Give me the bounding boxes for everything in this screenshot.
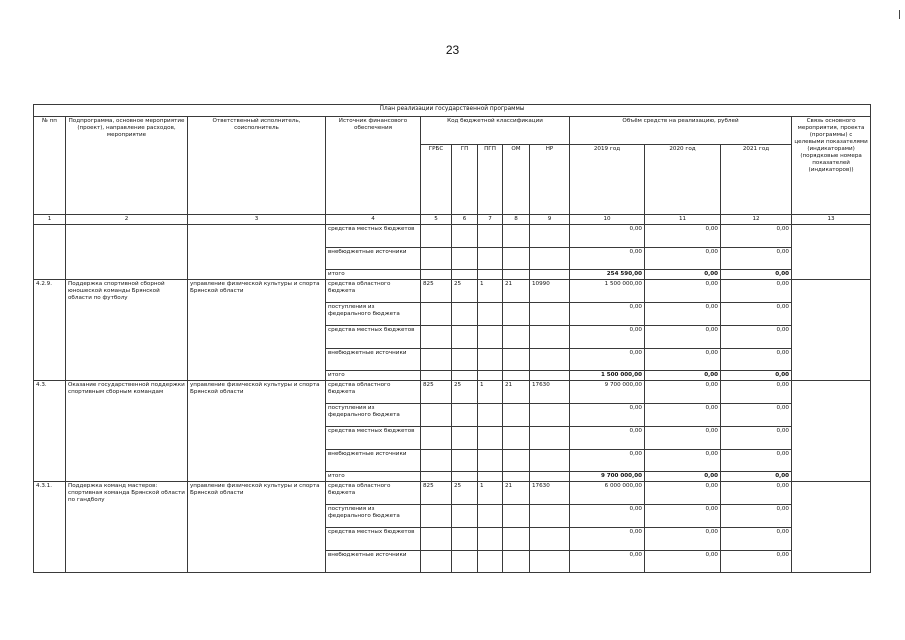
value-2019: 1 500 000,00 [570, 371, 645, 381]
om-cell: 21 [503, 280, 530, 303]
col-num-8: 8 [503, 215, 530, 225]
source-cell-total: итого [326, 270, 421, 280]
source-cell: внебюджетные источники [326, 450, 421, 472]
source-cell: средства областного бюджета [326, 482, 421, 505]
gp-cell: 25 [452, 381, 478, 404]
page-number: 23 [445, 43, 460, 57]
table-row [34, 280, 871, 303]
activity-title: Оказание государственной поддержки спортивным сборным командам [66, 381, 188, 482]
scan-edge-mark [899, 10, 900, 19]
executor-cell: управление физической культуры и спорта Брянской области [188, 482, 326, 573]
value-2020: 0,00 [645, 280, 721, 303]
activity-title: Поддержка спортивной сборной юношеской команды Брянской области по футболу [66, 280, 188, 381]
col-num-12: 12 [721, 215, 792, 225]
value-2020: 0,00 [645, 450, 721, 472]
value-2021: 0,00 [721, 303, 792, 326]
om-cell: 21 [503, 381, 530, 404]
grbs-cell: 825 [421, 381, 452, 404]
table-row [34, 482, 871, 505]
source-cell-total: итого [326, 371, 421, 381]
source-cell: поступления из федерального бюджета [326, 505, 421, 528]
source-cell-total: итого [326, 472, 421, 482]
source-cell: средства местных бюджетов [326, 427, 421, 450]
value-2020: 0,00 [645, 404, 721, 427]
value-2019: 9 700 000,00 [570, 381, 645, 404]
value-2019: 0,00 [570, 248, 645, 270]
gp-cell: 25 [452, 482, 478, 505]
value-2019: 0,00 [570, 551, 645, 573]
value-2019: 0,00 [570, 427, 645, 450]
value-2020: 0,00 [645, 349, 721, 371]
value-2021: 0,00 [721, 371, 792, 381]
value-2019: 0,00 [570, 505, 645, 528]
pgp-cell: 1 [478, 381, 503, 404]
source-cell: средства областного бюджета [326, 381, 421, 404]
plan-table [33, 104, 871, 573]
header-nr: НР [530, 145, 570, 215]
value-2021: 0,00 [721, 349, 792, 371]
col-num-7: 7 [478, 215, 503, 225]
value-2021: 0,00 [721, 427, 792, 450]
source-cell: внебюджетные источники [326, 551, 421, 573]
value-2021: 0,00 [721, 450, 792, 472]
header-executor: Ответственный исполнитель, соисполнитель [188, 117, 326, 215]
pgp-cell: 1 [478, 280, 503, 303]
value-2021: 0,00 [721, 248, 792, 270]
value-2020: 0,00 [645, 381, 721, 404]
col-num-6: 6 [452, 215, 478, 225]
grbs-cell: 825 [421, 482, 452, 505]
value-2019: 9 700 000,00 [570, 472, 645, 482]
nr-cell: 17630 [530, 381, 570, 404]
value-2019: 6 000 000,00 [570, 482, 645, 505]
col-num-10: 10 [570, 215, 645, 225]
value-2019: 0,00 [570, 303, 645, 326]
value-2019: 0,00 [570, 326, 645, 349]
executor-cell: управление физической культуры и спорта Брянской области [188, 280, 326, 381]
value-2020: 0,00 [645, 326, 721, 349]
header-source: Источник финансового обеспечения [326, 117, 421, 215]
value-2021: 0,00 [721, 528, 792, 551]
value-2019: 1 500 000,00 [570, 280, 645, 303]
col-num-13: 13 [792, 215, 871, 225]
header-2019: 2019 год [570, 145, 645, 215]
nr-cell: 17630 [530, 482, 570, 505]
grbs-cell: 825 [421, 280, 452, 303]
col-num-9: 9 [530, 215, 570, 225]
value-2020: 0,00 [645, 472, 721, 482]
header-2021: 2021 год [721, 145, 792, 215]
col-num-1: 1 [34, 215, 66, 225]
value-2019: 0,00 [570, 450, 645, 472]
col-num-5: 5 [421, 215, 452, 225]
col-num-4: 4 [326, 215, 421, 225]
header-volume: Объём средств на реализацию, рублей [570, 117, 792, 145]
value-2019: 254 590,00 [570, 270, 645, 280]
value-2019: 0,00 [570, 404, 645, 427]
value-2020: 0,00 [645, 371, 721, 381]
col-num-3: 3 [188, 215, 326, 225]
value-2019: 0,00 [570, 225, 645, 248]
source-cell: средства местных бюджетов [326, 225, 421, 248]
header-2020: 2020 год [645, 145, 721, 215]
value-2021: 0,00 [721, 326, 792, 349]
value-2021: 0,00 [721, 270, 792, 280]
header-om: ОМ [503, 145, 530, 215]
col-num-11: 11 [645, 215, 721, 225]
value-2020: 0,00 [645, 427, 721, 450]
value-2021: 0,00 [721, 505, 792, 528]
source-cell: внебюджетные источники [326, 248, 421, 270]
header-grbs: ГРБС [421, 145, 452, 215]
table-title: План реализации государственной программы [34, 105, 871, 117]
activity-title: Поддержка команд мастеров: спортивная команда Брянской области по гандболу [66, 482, 188, 573]
value-2021: 0,00 [721, 404, 792, 427]
source-cell: средства местных бюджетов [326, 326, 421, 349]
value-2020: 0,00 [645, 270, 721, 280]
value-2020: 0,00 [645, 505, 721, 528]
value-2020: 0,00 [645, 551, 721, 573]
value-2021: 0,00 [721, 225, 792, 248]
header-pgp: ПГП [478, 145, 503, 215]
gp-cell: 25 [452, 280, 478, 303]
value-2021: 0,00 [721, 482, 792, 505]
source-cell: поступления из федерального бюджета [326, 404, 421, 427]
value-2019: 0,00 [570, 528, 645, 551]
row-number: 4.3.1. [34, 482, 66, 573]
source-cell: средства местных бюджетов [326, 528, 421, 551]
executor-cell: управление физической культуры и спорта Брянской области [188, 381, 326, 482]
col-num-2: 2 [66, 215, 188, 225]
value-2020: 0,00 [645, 248, 721, 270]
header-num: № пп [34, 117, 66, 215]
value-2021: 0,00 [721, 551, 792, 573]
nr-cell: 10990 [530, 280, 570, 303]
value-2021: 0,00 [721, 381, 792, 404]
value-2021: 0,00 [721, 280, 792, 303]
table-row [34, 381, 871, 404]
table-row [34, 225, 871, 248]
source-cell: поступления из федерального бюджета [326, 303, 421, 326]
row-number: 4.3. [34, 381, 66, 482]
source-cell: средства областного бюджета [326, 280, 421, 303]
value-2020: 0,00 [645, 482, 721, 505]
source-cell: внебюджетные источники [326, 349, 421, 371]
value-2020: 0,00 [645, 225, 721, 248]
value-2020: 0,00 [645, 303, 721, 326]
pgp-cell: 1 [478, 482, 503, 505]
value-2021: 0,00 [721, 472, 792, 482]
value-2019: 0,00 [570, 349, 645, 371]
header-link: Связь основного мероприятия, проекта (программы) с целевыми показателями (индикаторами) (порядковые номера показателей (индикаторов)) [792, 117, 871, 215]
row-number: 4.2.9. [34, 280, 66, 381]
header-gp: ГП [452, 145, 478, 215]
header-program: Подпрограмма, основное мероприятие (проект), направление расходов, мероприятие [66, 117, 188, 215]
value-2020: 0,00 [645, 528, 721, 551]
header-budget-class: Код бюджетной классификации [421, 117, 570, 145]
om-cell: 21 [503, 482, 530, 505]
